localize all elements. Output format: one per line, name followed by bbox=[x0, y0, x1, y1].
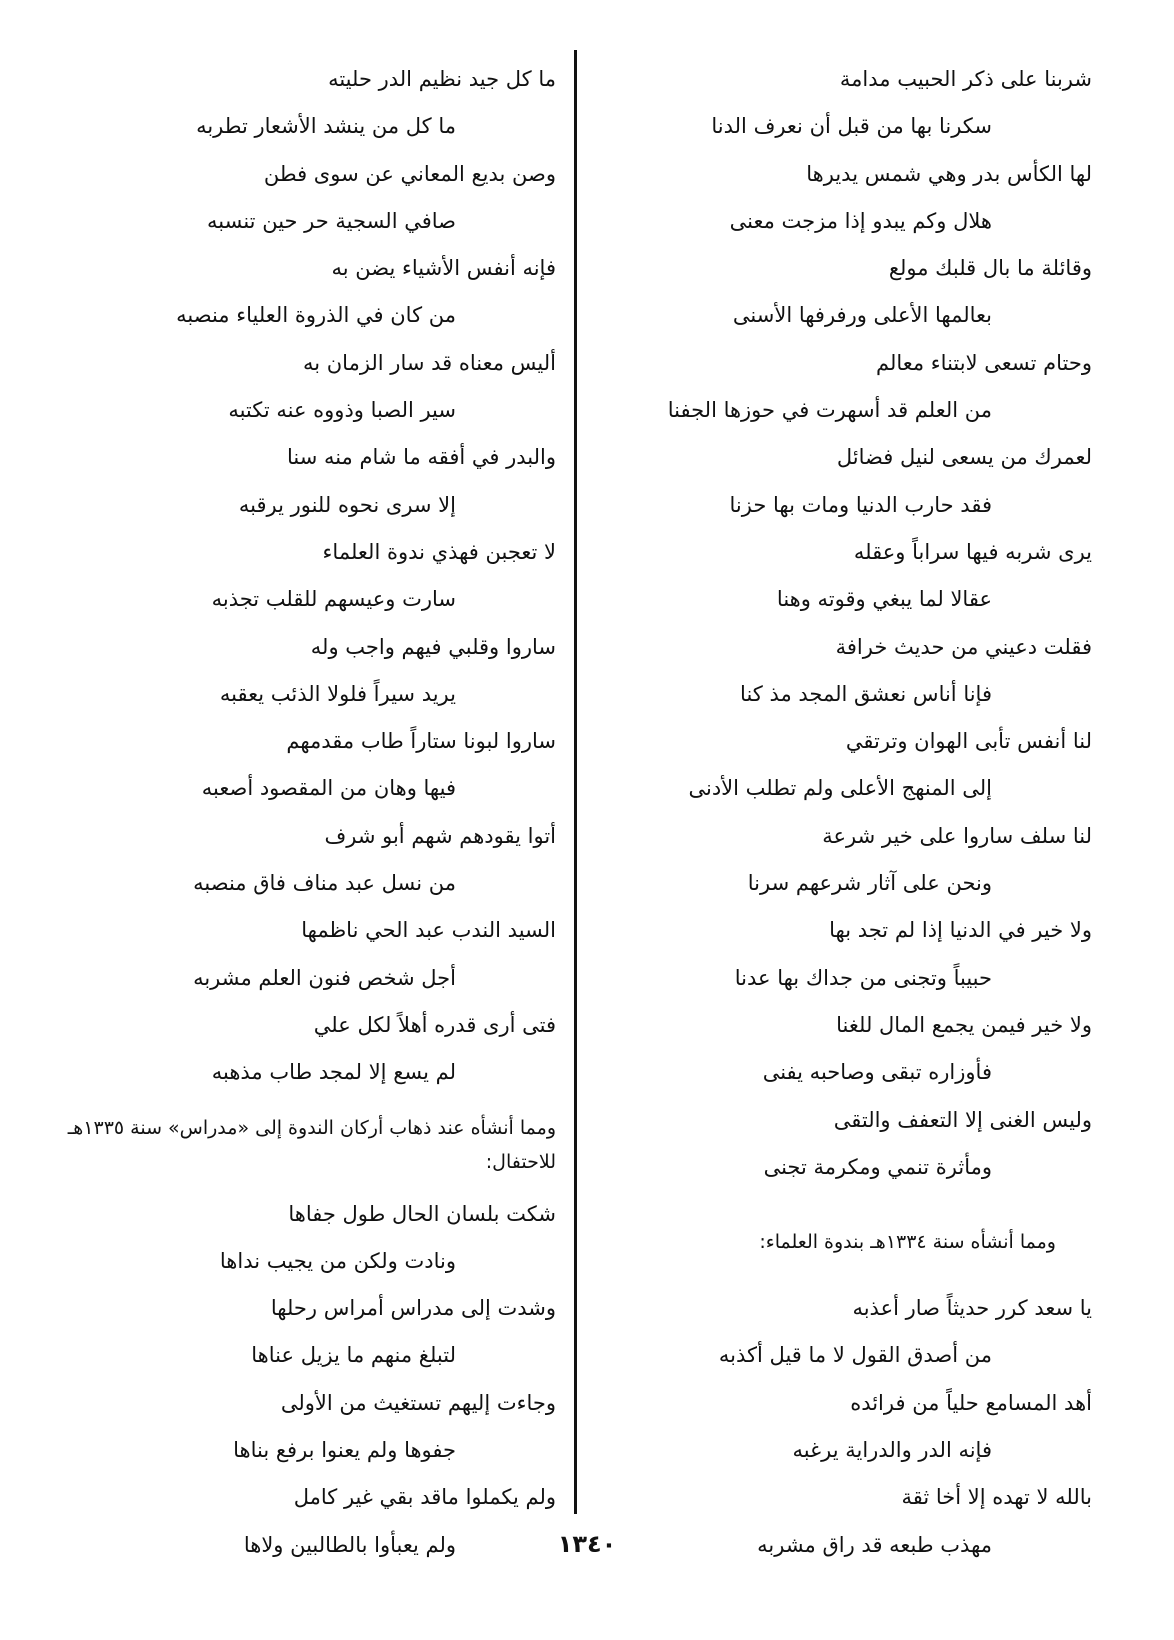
verse-line: أهد المسامع حلياً من فرائده bbox=[850, 1390, 1092, 1415]
verse-line: فيها وهان من المقصود أصعبه bbox=[201, 776, 456, 801]
verse-line: سارت وعيسهم للقلب تجذبه bbox=[211, 587, 456, 612]
verse-line: وصن بديع المعاني عن سوى فطن bbox=[263, 161, 556, 186]
verse-line: من العلم قد أسهرت في حوزها الجفنا bbox=[667, 398, 992, 423]
verse-line: بعالمها الأعلى ورفرفها الأسنى bbox=[732, 303, 992, 328]
verse-line: ومأثرة تنمي ومكرمة تجنى bbox=[763, 1154, 992, 1179]
verse-line: فإنا أناس نعشق المجد مذ كنا bbox=[740, 681, 992, 706]
verse-line: ما كل من ينشد الأشعار تطربه bbox=[196, 114, 456, 139]
verse-line: جفوها ولم يعنوا برفع بناها bbox=[233, 1438, 456, 1463]
verse-line: حبيباً وتجنى من جداك بها عدنا bbox=[734, 965, 992, 990]
verse-line: بالله لا تهده إلا أخا ثقة bbox=[901, 1485, 1092, 1510]
left-poem-2 bbox=[60, 1191, 556, 1569]
verse-line: فقلت دعيني من حديث خرافة bbox=[835, 634, 1092, 659]
verse-line: سير الصبا وذووه عنه تكتبه bbox=[228, 398, 456, 423]
verse-line: يا سعد كرر حديثاً صار أعذبه bbox=[852, 1296, 1092, 1321]
verse-line: يريد سيراً فلولا الذئب يعقبه bbox=[219, 681, 456, 706]
verse-line: عقالا لما يبغي وقوته وهنا bbox=[776, 587, 992, 612]
verse-line: هلال وكم يبدو إذا مزجت معنى bbox=[729, 208, 992, 233]
verse-line: من كان في الذروة العلياء منصبه bbox=[176, 303, 456, 328]
verse-line: ولا خير في الدنيا إذا لم تجد بها bbox=[829, 918, 1092, 943]
left-poem-1 bbox=[60, 56, 556, 1097]
right-poem-2 bbox=[596, 1285, 1092, 1569]
verse-line: أتوا يقودهم شهم أبو شرف bbox=[324, 823, 556, 848]
verse-line: لها الكأس بدر وهي شمس يديرها bbox=[806, 161, 1092, 186]
verse-line: إلى المنهج الأعلى ولم تطلب الأدنى bbox=[688, 776, 992, 801]
verse-line: لا تعجبن فهذي ندوة العلماء bbox=[322, 539, 556, 564]
verse-line: يرى شربه فيها سراباً وعقله bbox=[853, 539, 1092, 564]
verse-line: من نسل عبد مناف فاق منصبه bbox=[193, 871, 456, 896]
verse-line: ونحن على آثار شرعهم سرنا bbox=[747, 871, 992, 896]
verse-line: فإنه الدر والدراية يرغبه bbox=[792, 1438, 992, 1463]
verse-line: فإنه أنفس الأشياء يضن به bbox=[331, 256, 556, 281]
verse-line: السيد الندب عبد الحي ناظمها bbox=[301, 918, 556, 943]
verse-line: ساروا وقلبي فيهم واجب وله bbox=[310, 634, 556, 659]
verse-line: صافي السجية حر حين تنسبه bbox=[207, 208, 456, 233]
verse-line: ما كل جيد نظيم الدر حليته bbox=[328, 67, 556, 91]
verse-line: ساروا لبونا ستاراً طاب مقدمهم bbox=[286, 729, 556, 754]
verse-line: من أصدق القول لا ما قيل أكذبه bbox=[718, 1343, 992, 1368]
column-divider bbox=[574, 50, 577, 1514]
verse-line: وحتام تسعى لابتناء معالم bbox=[875, 350, 1092, 375]
page-number: ١٣٤٠ bbox=[557, 1530, 617, 1558]
verse-line: مهذب طبعه قد راق مشربه bbox=[757, 1532, 992, 1557]
verse-line: لم يسع إلا لمجد طاب مذهبه bbox=[211, 1060, 456, 1085]
verse-line: وشدت إلى مدراس أمراس رحلها bbox=[270, 1296, 556, 1321]
right-column bbox=[596, 56, 1092, 1569]
right-poem-1 bbox=[596, 56, 1092, 1191]
verse-line: وقائلة ما بال قلبك مولع bbox=[888, 256, 1092, 281]
verse-line: لنا أنفس تأبى الهوان وترتقي bbox=[845, 729, 1092, 754]
verse-line: وجاءت إليهم تستغيث من الأولى bbox=[280, 1390, 556, 1415]
verse-line: لتبلغ منهم ما يزيل عناها bbox=[251, 1343, 456, 1368]
verse-line: فقد حارب الدنيا ومات بها حزنا bbox=[729, 492, 992, 517]
verse-line: لعمرك من يسعى لنيل فضائل bbox=[836, 445, 1092, 470]
verse-line: ولا خير فيمن يجمع المال للغنا bbox=[836, 1012, 1092, 1037]
verse-line: فتى أرى قدره أهلاً لكل علي bbox=[313, 1012, 556, 1037]
verse-line: لنا سلف ساروا على خير شرعة bbox=[822, 823, 1092, 848]
verse-line: ولم يكملوا ماقد بقي غير كامل bbox=[293, 1485, 556, 1510]
verse-line: وليس الغنى إلا التعفف والتقى bbox=[833, 1107, 1092, 1132]
verse-line: فأوزاره تبقى وصاحبه يفنى bbox=[762, 1060, 992, 1085]
verse-line: شكت بلسان الحال طول جفاها bbox=[288, 1201, 556, 1226]
right-intro-text: ومما أنشأه سنة ١٣٣٤هـ بندوة العلماء: bbox=[759, 1231, 1056, 1254]
verse-line: ولم يعبأوا بالطالبين ولاها bbox=[243, 1532, 456, 1557]
verse-line: سكرنا بها من قبل أن نعرف الدنا bbox=[711, 114, 992, 139]
verse-line: شربنا على ذكر الحبيب مدامة bbox=[839, 67, 1092, 91]
left-column bbox=[60, 56, 556, 1569]
verse-line: أليس معناه قد سار الزمان به bbox=[302, 350, 556, 375]
verse-line: ونادت ولكن من يجيب نداها bbox=[219, 1248, 456, 1273]
left-intro-text: ومما أنشأه عند ذهاب أركان الندوة إلى «مدراس» سنة ١٣٣٥هـ للاحتفال: bbox=[67, 1116, 556, 1173]
verse-line: إلا سرى نحوه للنور يرقبه bbox=[238, 492, 456, 517]
verse-line: أجل شخص فنون العلم مشربه bbox=[193, 965, 456, 990]
verse-line: والبدر في أفقه ما شام منه سنا bbox=[286, 445, 556, 470]
